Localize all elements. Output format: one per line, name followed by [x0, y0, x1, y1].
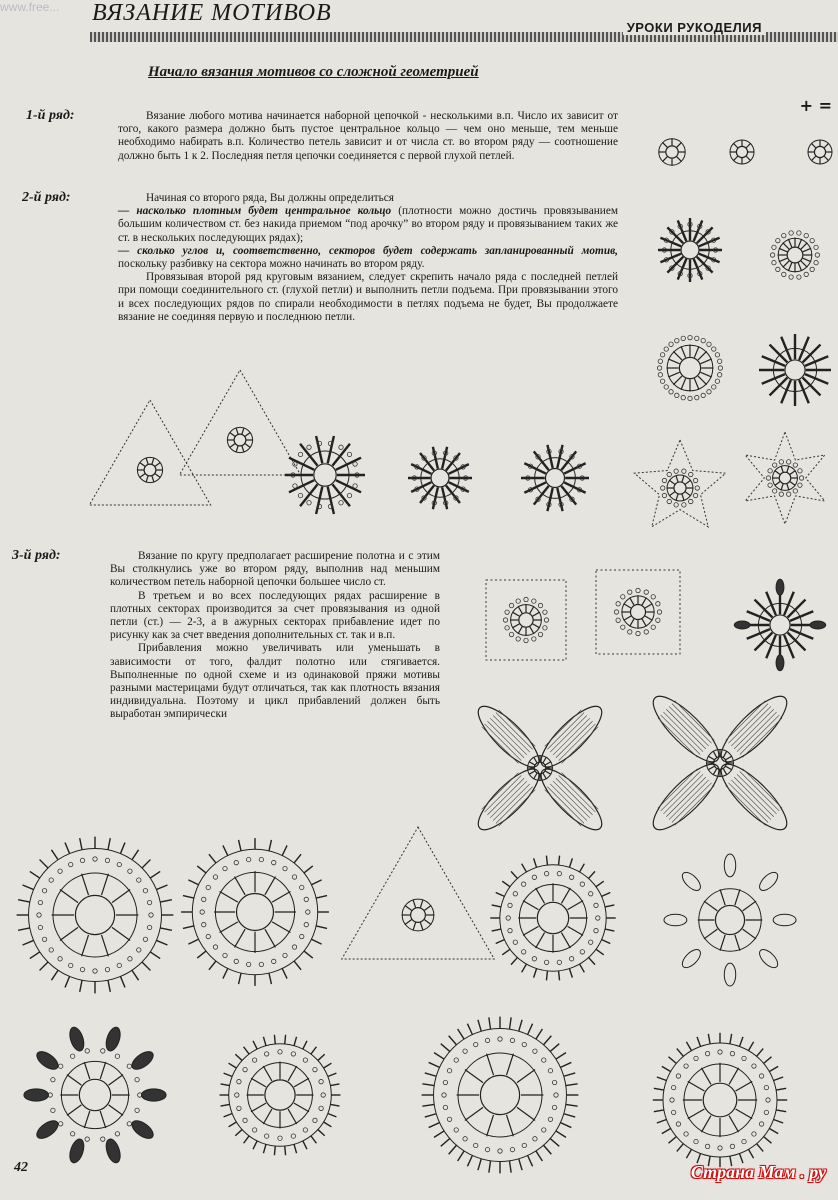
- motif-square-dotted: [486, 580, 566, 660]
- motif-x-cross: [408, 447, 472, 509]
- square-center: [614, 588, 661, 635]
- triangle-center: [227, 427, 253, 452]
- motif-flower-petals: [664, 854, 796, 986]
- row2-label: 2-й ряд:: [22, 190, 71, 205]
- row3-label: 3-й ряд:: [12, 548, 61, 563]
- row1-paragraph: Вязание любого мотива начинается наборной цепочкой - несколькими в.п. Число их зависит от того, какого размера должно быть пустое центральное кольцо — чем оно меньше, тем меньше необходимо набирать в.п. Количество петель зависит и от числа ст. во втором ряду — соотношение должно быть 1 к 2. Последняя петля цепочки соединяется с первой глухой петлей.: [118, 110, 618, 162]
- triangle-center: [137, 457, 163, 482]
- cross-center: [527, 755, 553, 781]
- article-subtitle: Начало вязания мотивов со сложной геометрией: [148, 64, 479, 80]
- motif-x-cross-2: [521, 445, 589, 511]
- motif-square-blocks: [596, 570, 680, 654]
- cross-center: [706, 749, 734, 777]
- motif-large-spiked: [422, 1017, 579, 1174]
- row2-bullet1-em: — насколько плотным будет центральное кольцо: [118, 205, 392, 218]
- motif-sun-dotted: [770, 231, 819, 280]
- motif-ring-2: [730, 140, 755, 165]
- motif-star-5: [634, 440, 725, 527]
- motif-sun: [658, 218, 722, 282]
- motif-x-feathers: [645, 688, 795, 838]
- motif-fan-round: [653, 1033, 787, 1167]
- section-title: УРОКИ РУКОДЕЛИЯ: [623, 20, 766, 35]
- row2-para2: Провязывая второй ряд круговым вязанием, следует скрепить начало ряда с последней петлей при помощи соединительного ст. (глухой петли) и выполнить петли подъема. При провязывании этого и всех последующих рядов по спирали необходимости в петлях подъема не будет, Вы продолжаете вязание не соединяя первую и последнюю петли.: [118, 271, 618, 323]
- motif-spiky: [759, 334, 831, 406]
- motif-dotted-round: [490, 856, 615, 981]
- motif-large-round-2: [181, 838, 329, 986]
- motif-flower-filled: [24, 1025, 166, 1164]
- strana-mam-watermark: Страна Мам . ру: [690, 1162, 826, 1182]
- row2-bullet2-em: — сколько углов и, соответственно, секторов будет содержать запланированный мотив,: [118, 244, 618, 257]
- triangle-center: [402, 899, 435, 931]
- motif-round-openwork: [657, 335, 722, 400]
- symbol-legend: + =: [799, 96, 832, 115]
- motif-large-triangle: [342, 827, 494, 959]
- star-center: [766, 460, 804, 497]
- page-title: ВЯЗАНИЕ МОТИВОВ: [92, 0, 338, 27]
- star-center: [661, 469, 700, 507]
- motif-star-6: [745, 432, 825, 524]
- site-watermark: www.free...: [0, 0, 60, 14]
- motif-large-round-1: [17, 837, 174, 994]
- motif-triangle-inverted: [179, 370, 300, 475]
- row3-para2: В третьем и во всех последующих рядах расширение в плотных секторах производится за счет провязывания из одной петли (ст.) — 2-3, а в ажурных секторах прибавление идет по рисунку как за счет введения дополнительных ст. так и в.п.: [110, 589, 440, 642]
- row2-bullet2-rest: поскольку разбивку на сектора можно начинать во втором ряду.: [118, 258, 425, 271]
- row2-bullet1-rest: (плотности можно достичь провязыванием большим количеством ст. без накида приемом “под арочку” во втором ряду и провязыванием таких же ст. в нескольких последующих рядах);: [118, 205, 618, 244]
- motif-ring-3: [808, 140, 833, 165]
- motif-ring-1: [658, 138, 685, 165]
- square-center: [503, 597, 548, 642]
- row2-intro: Начиная со второго ряда, Вы должны определиться: [146, 192, 394, 204]
- motif-round-spiked: [220, 1035, 341, 1155]
- row1-label: 1-й ряд:: [26, 108, 75, 123]
- motif-x-leaves: [470, 698, 609, 837]
- row3-para3: Прибавления можно увеличивать или уменьшать в зависимости от того, фалдит полотно или стягивается. Выполненные по одной схеме и из одинаковой пряжи мотивы разными мастерицами будут отличаться, так как плотность вязания индивидуальна. Поэтому и цикл прибавлений должен быть выработан эмпирически: [110, 642, 440, 721]
- row3-para1: Вязание по кругу предполагает расширение полотна и с этим Вы столкнулись уже во втором ряду, выполнив над меньшим количеством петель наборной цепочки большее число ст.: [110, 550, 440, 589]
- page-number: 42: [14, 1160, 28, 1175]
- motif-propeller: [734, 579, 825, 670]
- motif-hexagon: [285, 436, 365, 514]
